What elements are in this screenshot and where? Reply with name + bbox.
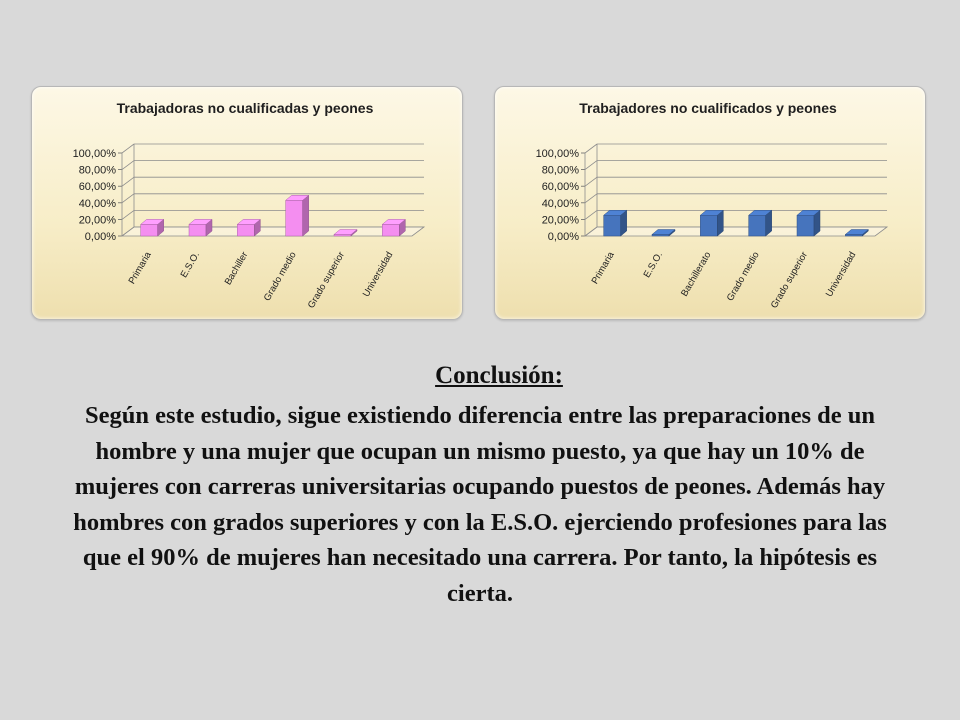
chart-1-category-label: Primaria	[589, 250, 617, 287]
chart-0-grid-side	[122, 210, 134, 219]
chart-0-grid-side	[122, 144, 134, 153]
chart-women-svg	[32, 87, 462, 319]
chart-0-bar-front	[141, 224, 158, 236]
chart-0-category-label: Grado superior	[305, 250, 348, 311]
chart-1-bar-front	[797, 215, 814, 236]
chart-1-category-label: Grado medio	[724, 250, 762, 304]
chart-women	[31, 86, 463, 320]
chart-1-bar	[700, 210, 723, 236]
chart-0-bar-front	[286, 200, 303, 236]
chart-1-bar	[749, 210, 772, 236]
chart-1-ytick-label: 20,00%	[541, 214, 579, 227]
chart-1-grid-side	[585, 177, 597, 186]
chart-0-category-label: E.S.O.	[178, 250, 203, 280]
chart-men	[494, 86, 926, 320]
chart-0-bar	[382, 219, 405, 236]
chart-1-bar	[604, 210, 627, 236]
conclusion-body: Según este estudio, sigue existiendo diferencia entre las preparaciones de un hombre y una mujer que ocupan un mismo puesto, ya que hay un 10% de mujeres con carreras universitarias ocupando puestos de peones. Además hay hombres con grados superiores y con la E.S.O. ejerciendo profesiones para las que el 90% de mujeres han necesitado una carrera. Por tanto, la hipótesis es cierta.	[73, 402, 887, 607]
chart-0-ytick-label: 0,00%	[84, 231, 116, 243]
conclusion-block	[40, 362, 920, 611]
chart-0-grid-side	[122, 177, 134, 186]
chart-1-grid-side	[585, 194, 597, 203]
chart-1-ytick-label: 0,00%	[547, 231, 579, 243]
chart-1-title: Trabajadores no cualificados y peones	[579, 100, 837, 116]
chart-0-category-label: Bachiller	[222, 250, 251, 288]
chart-1-category-label: Bachillerato	[679, 249, 714, 299]
conclusion-heading: Conclusión:	[435, 362, 563, 389]
chart-0-floor	[122, 227, 424, 236]
chart-1-ytick-label: 80,00%	[541, 164, 579, 177]
chart-1-grid-side	[585, 144, 597, 153]
chart-1-ytick-label: 40,00%	[541, 197, 579, 210]
chart-1-category-label: E.S.O.	[641, 250, 666, 280]
chart-0-bar	[286, 195, 309, 236]
chart-1-category-label: Universidad	[823, 250, 859, 299]
chart-0-bar-front	[237, 224, 254, 236]
chart-0-bar	[237, 219, 260, 236]
chart-0-bar-side	[303, 195, 309, 236]
chart-0-bar	[189, 219, 212, 236]
chart-0-ytick-label: 80,00%	[78, 164, 116, 177]
chart-1-bar-front	[749, 215, 766, 236]
chart-0-title: Trabajadoras no cualificadas y peones	[116, 100, 374, 116]
chart-1-floor	[585, 227, 887, 236]
chart-1-grid-side	[585, 161, 597, 170]
chart-1-category-label: Grado superior	[768, 250, 811, 311]
chart-0-category-label: Primaria	[126, 250, 154, 287]
chart-1-bar-front	[604, 215, 621, 236]
chart-0-ytick-label: 100,00%	[72, 148, 116, 160]
chart-0-bar-front	[382, 224, 399, 236]
chart-men-svg	[495, 87, 925, 319]
chart-0-ytick-label: 40,00%	[78, 197, 116, 210]
chart-1-bar-front	[700, 215, 717, 236]
chart-1-ytick-label: 60,00%	[541, 181, 579, 194]
chart-0-category-label: Universidad	[360, 250, 396, 299]
chart-0-bar-front	[189, 224, 206, 236]
chart-1-ytick-label: 100,00%	[535, 148, 579, 160]
chart-0-grid-side	[122, 194, 134, 203]
chart-0-ytick-label: 60,00%	[78, 181, 116, 194]
chart-1-bar	[797, 210, 820, 236]
chart-0-grid-side	[122, 161, 134, 170]
chart-0-bar	[141, 219, 164, 236]
chart-1-grid-side	[585, 210, 597, 219]
chart-0-category-label: Grado medio	[261, 250, 299, 304]
chart-0-ytick-label: 20,00%	[78, 214, 116, 227]
